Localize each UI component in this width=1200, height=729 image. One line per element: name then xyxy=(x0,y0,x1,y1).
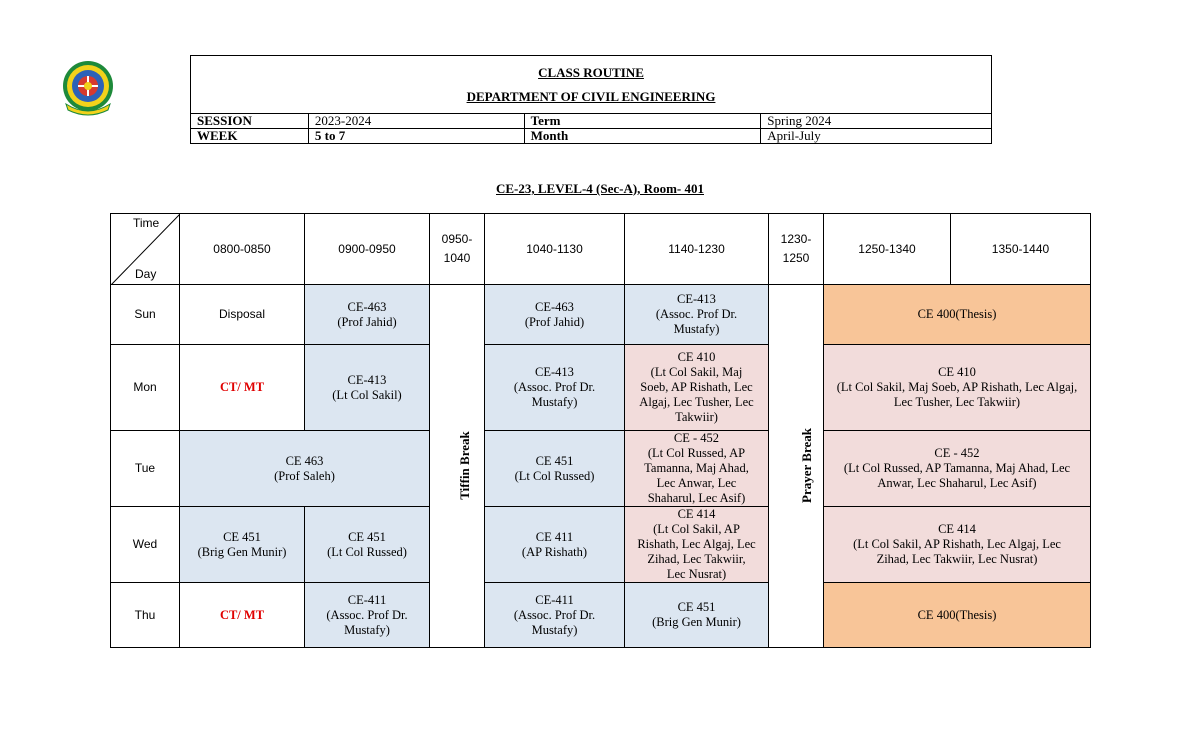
day-label: Day xyxy=(135,267,157,281)
session-label: SESSION xyxy=(191,114,309,129)
slot-header: 0800-0850 xyxy=(180,214,305,285)
slot-header: 1350-1440 xyxy=(951,214,1091,285)
class-cell: CE-413 (Lt Col Sakil) xyxy=(305,345,430,431)
day-row-wed xyxy=(111,507,1091,583)
day-label: Thu xyxy=(111,583,180,648)
prayer-break-cell xyxy=(769,285,824,648)
tiffin-break-cell xyxy=(430,285,485,648)
class-cell: CE 451 (Lt Col Russed) xyxy=(485,431,625,507)
class-cell: CE 411 (AP Rishath) xyxy=(485,507,625,583)
day-label: Wed xyxy=(111,507,180,583)
class-cell: CE 414 (Lt Col Sakil, AP Rishath, Lec Algaj, Lec Zihad, Lec Takwiir, Lec Nusrat) xyxy=(824,507,1091,583)
class-cell: CE 451 (Lt Col Russed) xyxy=(305,507,430,583)
day-label: Mon xyxy=(111,345,180,431)
class-cell: CE-413 (Assoc. Prof Dr. Mustafy) xyxy=(625,285,769,345)
university-logo-icon xyxy=(60,60,116,116)
class-cell: CE 400(Thesis) xyxy=(824,285,1091,345)
class-cell: CE - 452 (Lt Col Russed, AP Tamanna, Maj Ahad, Lec Anwar, Lec Shaharul, Lec Asif) xyxy=(625,431,769,507)
class-cell: CE-413 (Assoc. Prof Dr. Mustafy) xyxy=(485,345,625,431)
term-value: Spring 2024 xyxy=(761,114,992,129)
header-title-cell xyxy=(191,56,992,114)
ct-mt-cell: CT/ MT xyxy=(180,583,305,648)
slot-header: 0900-0950 xyxy=(305,214,430,285)
department-title: DEPARTMENT OF CIVIL ENGINEERING xyxy=(466,89,716,104)
class-cell: Disposal xyxy=(180,285,305,345)
class-cell: CE 400(Thesis) xyxy=(824,583,1091,648)
class-cell: CE 414 (Lt Col Sakil, AP Rishath, Lec Algaj, Lec Zihad, Lec Takwiir, Lec Nusrat) xyxy=(625,507,769,583)
ct-mt-cell: CT/ MT xyxy=(180,345,305,431)
day-row-sun xyxy=(111,285,1091,345)
class-cell: CE 410 (Lt Col Sakil, Maj Soeb, AP Rishath, Lec Algaj, Lec Tusher, Lec Takwiir) xyxy=(625,345,769,431)
header-table xyxy=(190,55,992,144)
class-cell: CE-463 (Prof Jahid) xyxy=(485,285,625,345)
time-header-row xyxy=(111,214,1091,285)
week-value: 5 to 7 xyxy=(308,129,524,144)
time-label: Time xyxy=(133,216,160,230)
prayer-break-label: Prayer Break xyxy=(798,428,814,503)
class-cell: CE 463 (Prof Saleh) xyxy=(180,431,430,507)
month-value: April-July xyxy=(761,129,992,144)
week-label: WEEK xyxy=(191,129,309,144)
slot-header: 1250-1340 xyxy=(824,214,951,285)
class-cell: CE 410 (Lt Col Sakil, Maj Soeb, AP Rishath, Lec Algaj, Lec Tusher, Lec Takwiir) xyxy=(824,345,1091,431)
break-header: 1230- 1250 xyxy=(769,214,824,285)
break-header: 0950- 1040 xyxy=(430,214,485,285)
tiffin-break-label: Tiffin Break xyxy=(456,431,472,500)
class-cell: CE 451 (Brig Gen Munir) xyxy=(625,583,769,648)
class-cell: CE-463 (Prof Jahid) xyxy=(305,285,430,345)
day-row-mon xyxy=(111,345,1091,431)
slot-header: 1040-1130 xyxy=(485,214,625,285)
day-row-thu xyxy=(111,583,1091,648)
month-label: Month xyxy=(524,129,761,144)
routine-title: CLASS ROUTINE xyxy=(538,65,644,80)
day-row-tue xyxy=(111,431,1091,507)
class-cell: CE 451 (Brig Gen Munir) xyxy=(180,507,305,583)
time-day-corner xyxy=(111,214,180,285)
routine-table xyxy=(110,213,1091,648)
class-cell: CE-411 (Assoc. Prof Dr. Mustafy) xyxy=(485,583,625,648)
slot-header: 1140-1230 xyxy=(625,214,769,285)
class-cell: CE - 452 (Lt Col Russed, AP Tamanna, Maj Ahad, Lec Anwar, Lec Shaharul, Lec Asif) xyxy=(824,431,1091,507)
session-value: 2023-2024 xyxy=(308,114,524,129)
day-label: Tue xyxy=(111,431,180,507)
day-label: Sun xyxy=(111,285,180,345)
section-subtitle: CE-23, LEVEL-4 (Sec-A), Room- 401 xyxy=(496,181,704,196)
term-label: Term xyxy=(524,114,761,129)
class-cell: CE-411 (Assoc. Prof Dr. Mustafy) xyxy=(305,583,430,648)
